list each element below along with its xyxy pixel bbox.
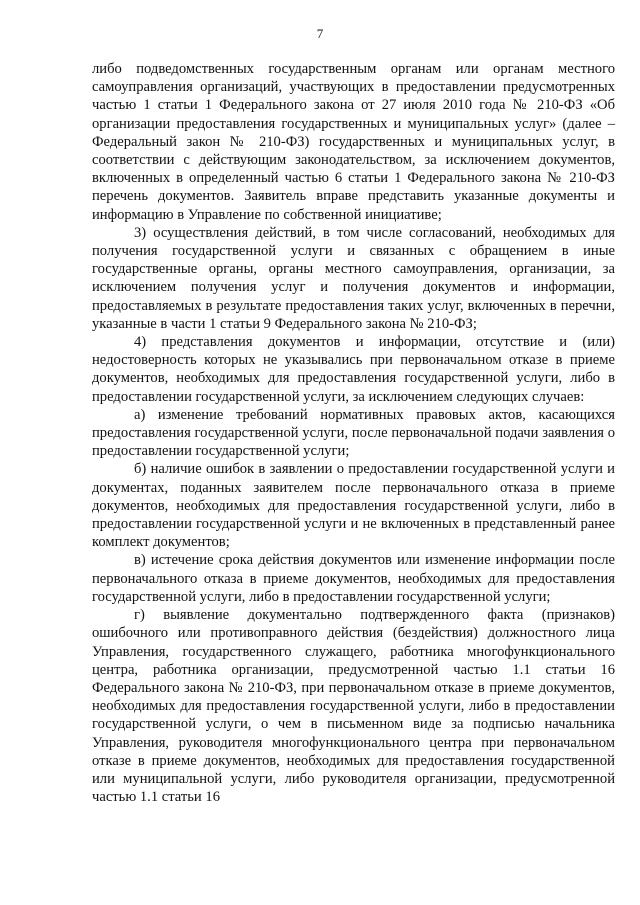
document-body — [92, 60, 615, 806]
paragraph-subitem-a: а) изменение требований нормативных правовых актов, касающихся предоставления государственной услуги, после первоначальной подачи заявления о предоставлении государственной услуги; — [92, 406, 615, 460]
paragraph-item-4: 4) представления документов и информации, отсутствие и (или) недостоверность которых не указывались при первоначальном отказе в приеме документов, необходимых для предоставления государственной услуги, либо в предоставлении государственной услуги, за исключением следующих случаев: — [92, 334, 615, 405]
paragraph-subitem-v: в) истечение срока действия документов или изменение информации после первоначального отказа в приеме документов, необходимых для предоставления государственной услуги, либо в предоставлении государственной услуги; — [92, 552, 615, 605]
page-number: 7 — [316, 26, 324, 41]
paragraph-continuation: либо подведомственных государственным органам или органам местного самоуправления организаций, участвующих в предоставлении предусмотренных частью 1 статьи 1 Федерального закона от 27 июля 2010 года № 210-ФЗ «Об организации предоставления государственных и муниципальных услуг» (далее – Федеральный закон № 210-ФЗ) государственных и муниципальных услуг, в соответствии с действующим законодательством, за исключением документов, включенных в определенный частью 6 статьи 1 Федерального закона № 210-ФЗ перечень документов. Заявитель вправе представить указанные документы и информацию в Управление по собственной инициативе; — [92, 61, 615, 223]
paragraph-subitem-b: б) наличие ошибок в заявлении о предоставлении государственной услуги и документах, поданных заявителем после первоначального отказа в приеме документов, необходимых для предоставления государственной услуги, либо в предоставлении государственной услуги и не включенных в представленный ранее комплект документов; — [92, 461, 615, 551]
paragraph-subitem-g: г) выявление документально подтвержденного факта (признаков) ошибочного или противоправного действия (бездействия) должностного лица Управления, государственного служащего, работника многофункционального центра, работника организации, предусмотренной частью 1.1 статьи 16 Федерального закона № 210-ФЗ, при первоначальном отказе в приеме документов, необходимых для предоставления государственной услуги, либо в предоставлении государственной услуги, о чем в письменном виде за подписью начальника Управления, руководителя многофункционального центра при первоначальном отказе в приеме документов, необходимых для предоставления государственной или муниципальной услуги, либо руководителя организации, предусмотренной частью 1.1 статьи 16 — [92, 607, 615, 806]
paragraph-item-3: 3) осуществления действий, в том числе согласований, необходимых для получения государственной услуги и связанных с обращением в иные государственные органы, органы местного самоуправления, организации, за исключением получения услуг и получения документов и информации, предоставляемых в результате предоставления таких услуг, включенных в перечни, указанные в части 1 статьи 9 Федерального закона № 210-ФЗ; — [92, 224, 615, 332]
